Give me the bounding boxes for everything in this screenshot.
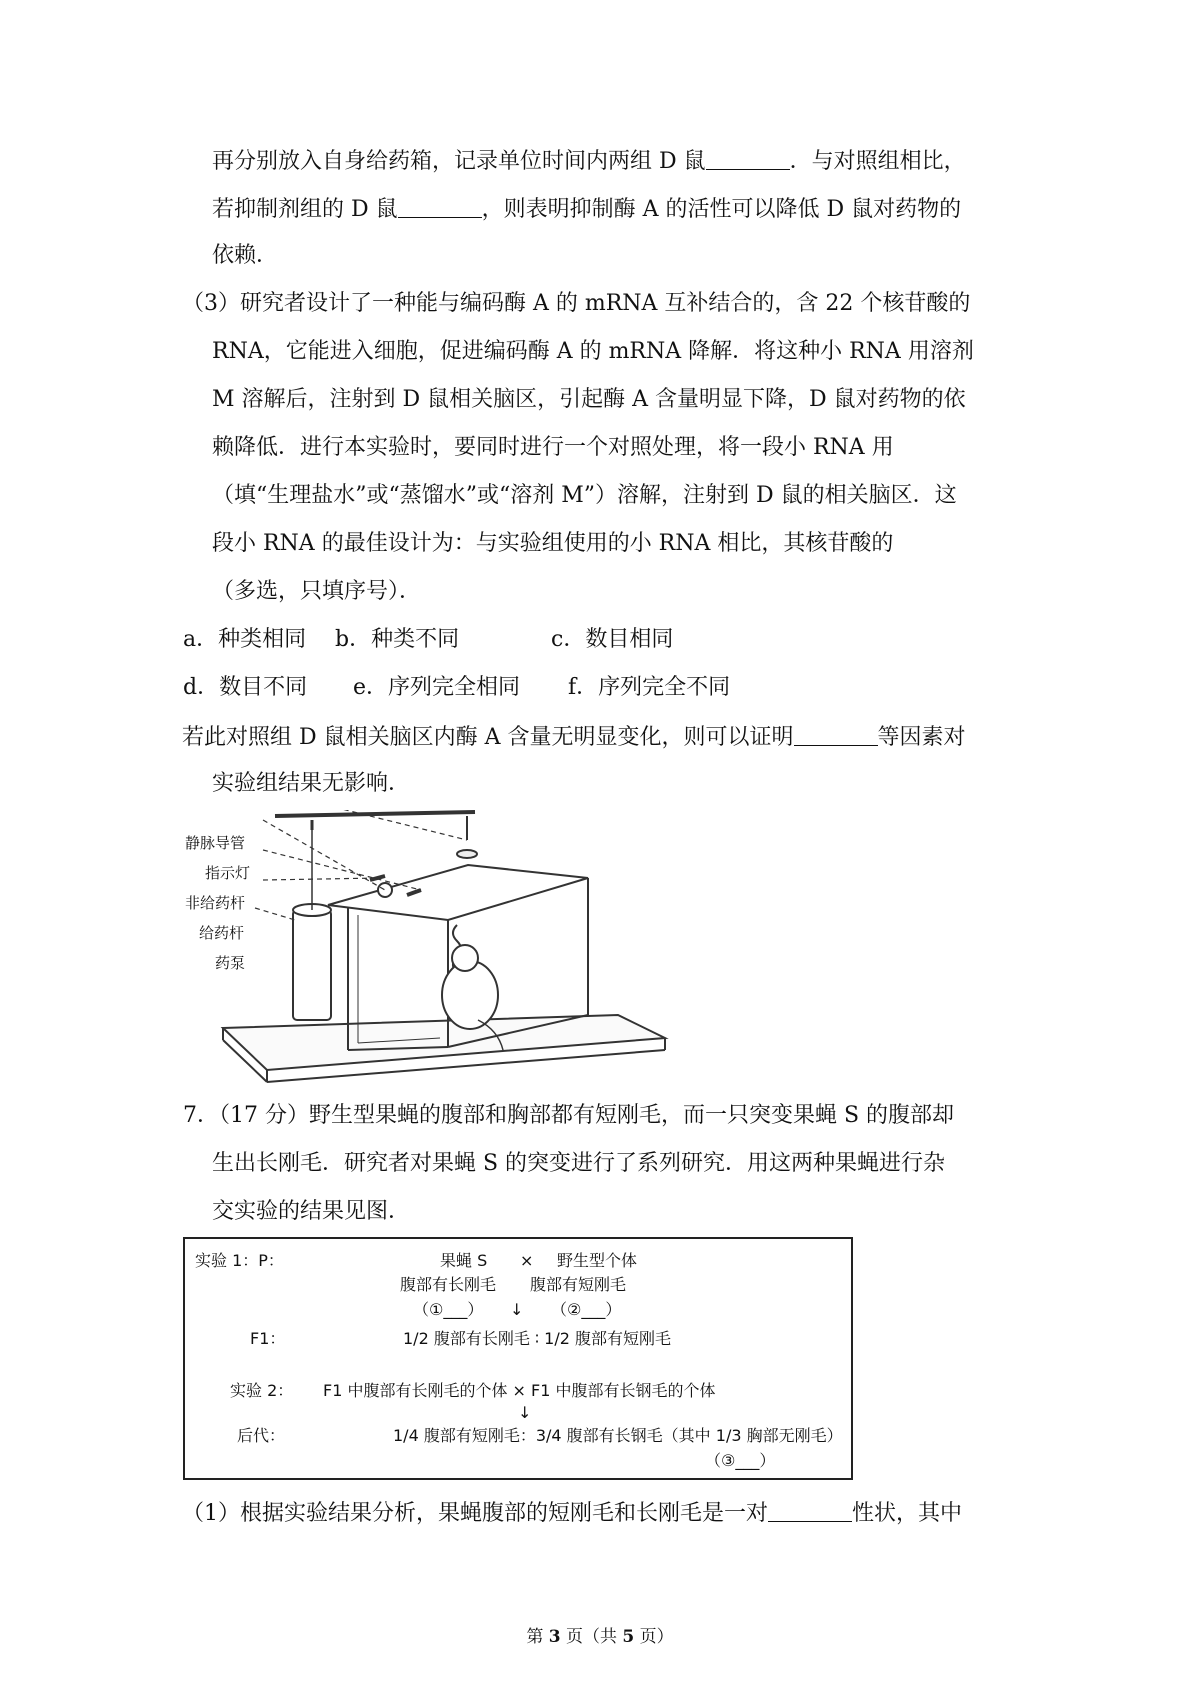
option-d: d．数目不同 [183,675,308,700]
blank-3: （③___） [705,1451,776,1470]
cross-symbol: × [520,1251,534,1270]
arrow: ↓ [510,1300,524,1319]
answer-blank [768,1497,852,1522]
page-number: 3 [548,1627,561,1647]
blank-1: （①___） [413,1300,484,1319]
text-line: 依赖． [212,243,279,268]
text-line: RNA，它能进入细胞，促进编码酶 A 的 mRNA 降解．将这种小 RNA 用溶剂 [212,339,974,364]
label-iv-tube: 静脉导管 [185,834,246,852]
apparatus-labels [185,828,250,978]
text-segment: 若此对照组 D 鼠相关脑区内酶 A 含量无明显变化，则可以证明 [182,725,794,750]
text-line: 段小 RNA 的最佳设计为：与实验组使用的小 RNA 相比，其核苷酸的 [212,531,894,556]
text-line: 7．（17 分）野生型果蝇的腹部和胸部都有短刚毛，而一只突变果蝇 S 的腹部却 [183,1103,955,1128]
parent-2: 野生型个体 [557,1251,638,1270]
options-row [183,625,673,655]
parent-1-trait: 腹部有长刚毛 [400,1275,497,1294]
option-c: c．数目相同 [551,627,674,652]
text-line: M 溶解后，注射到 D 鼠相关脑区，引起酶 A 含量明显下降，D 鼠对药物的依 [212,387,966,412]
base-board [223,1015,665,1070]
answer-blank [706,145,790,170]
exp2-cross: F1 中腹部有长刚毛的个体 × F1 中腹部有长钢毛的个体 [323,1381,716,1400]
self-administration-apparatus [185,810,685,1085]
text-segment: （1）根据实验结果分析，果蝇腹部的短刚毛和长刚毛是一对 [182,1501,768,1526]
swivel-port [457,850,477,858]
text-segment: 等因素对 [877,725,966,750]
label-drug-lever: 给药杆 [199,924,245,942]
parent-1: 果蝇 S [440,1251,488,1270]
drug-pump [293,910,331,1020]
leader-line [263,878,380,880]
option-a: a．种类相同 [183,627,307,652]
option-b: b．种类不同 [335,627,460,652]
indicator-light [378,883,392,897]
label-indicator: 指示灯 [205,864,251,882]
leader-line [255,908,295,920]
text-line: 生出长刚毛．研究者对果蝇 S 的突变进行了系列研究．用这两种果蝇进行杂 [212,1151,946,1176]
mouse-head [452,945,478,971]
text-line: （3）研究者设计了一种能与编码酶 A 的 mRNA 互补结合的，含 22 个核苷酸的 [182,291,971,316]
option-e: e．序列完全相同 [353,675,521,700]
exp1-label: 实验 1：P： [195,1251,284,1270]
text-line: （填“生理盐水”或“蒸馏水”或“溶剂 M”）溶解，注射到 D 鼠的相关脑区．这 [212,483,957,508]
page-total: 5 [622,1627,635,1647]
label-pump: 药泵 [215,954,246,972]
text-segment: 性状，其中 [852,1501,963,1526]
offspring-result: 1/4 腹部有短刚毛：3/4 腹部有长钢毛（其中 1/3 胸部无刚毛） [393,1426,843,1445]
parent-2-trait: 腹部有短刚毛 [530,1275,627,1294]
arrow: ↓ [518,1403,532,1422]
text-line: 实验组结果无影响． [212,771,411,796]
exp2-label: 实验 2： [230,1381,294,1400]
text-line: 交实验的结果见图． [212,1199,411,1224]
answer-blank [794,721,878,746]
text-segment: 若抑制剂组的 D 鼠 [212,197,398,222]
text-line [182,721,966,753]
overhead-arm [275,812,475,816]
f1-result: 1/2 腹部有长刚毛 ∶ 1/2 腹部有短刚毛 [403,1329,672,1348]
text-line [182,1497,962,1529]
text-segment: ．与对照组相比， [789,149,966,174]
text-segment: 再分别放入自身给药箱，记录单位时间内两组 D 鼠 [212,149,706,174]
cross-diagram [183,1237,853,1480]
text-line [212,193,961,225]
f1-label: F1： [250,1329,286,1348]
options-row [183,673,730,703]
offspring-label: 后代： [237,1426,286,1445]
text-line: （多选，只填序号）． [212,579,422,604]
text-line [212,145,966,177]
answer-blank [398,193,482,218]
label-non-drug-lever: 非给药杆 [185,894,246,912]
blank-2: （②___） [551,1300,622,1319]
box-top [328,865,588,920]
text-line: 赖降低．进行本实验时，要同时进行一个对照处理，将一段小 RNA 用 [212,435,894,460]
page-footer: 第 3 页（共 5 页） [526,1627,674,1647]
leader-line [263,850,421,890]
mouse-body [442,961,498,1029]
text-segment: ，则表明抑制酶 A 的活性可以降低 D 鼠对药物的 [481,197,962,222]
option-f: f．序列完全不同 [568,675,731,700]
